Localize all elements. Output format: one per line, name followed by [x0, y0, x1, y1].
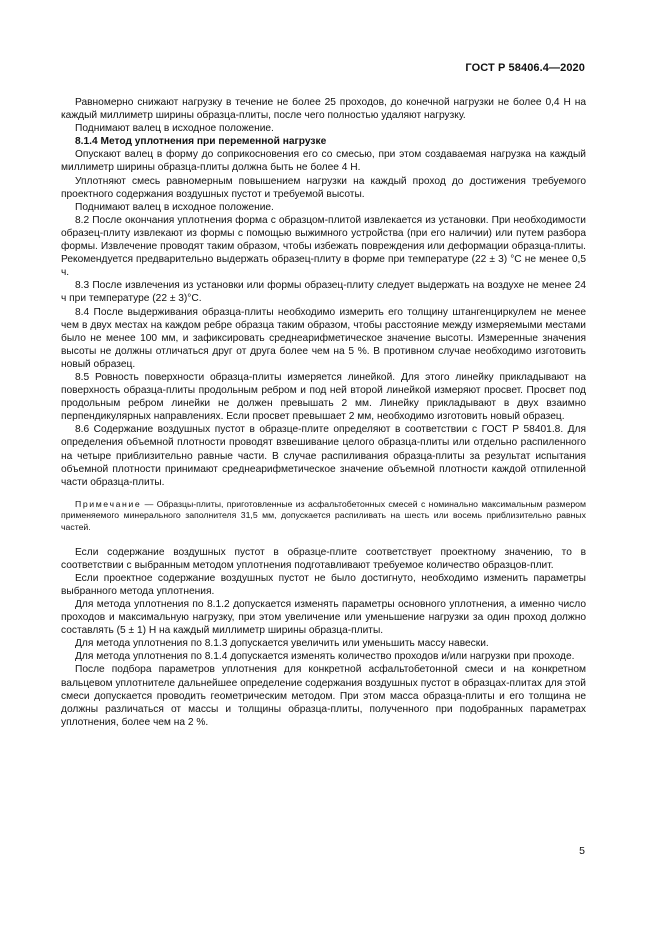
document-body: [61, 96, 586, 729]
paragraph-8-4: 8.4 После выдерживания образца-плиты необходимо измерить его толщину штангенциркулем не менее чем в двух местах на каждом ребре образца таким образом, чтобы расстояние между измеряемыми местами было не менее 100 мм, и зафиксировать среднеарифметическое значение высоты. Измеренные значения высоты не должны отличаться друг от друга более чем на 5 %. В противном случае необходимо изготовить новый образец.: [61, 306, 586, 370]
paragraph-8-5: 8.5 Ровность поверхности образца-плиты измеряется линейкой. Для этого линейку прикладывают на поверхность образца-плиты продольным ребром и под ней второй линейкой измеряют просвет. Просвет под продольным ребром линейки не должен превышать 2 мм. Линейку прикладывают в двух взаимно перпендикулярных направлениях. Если просвет превышает 2 мм, необходимо изготовить новый образец.: [61, 371, 586, 423]
note: [61, 499, 586, 534]
paragraph: Для метода уплотнения по 8.1.3 допускается увеличить или уменьшить массу навески.: [75, 638, 489, 650]
paragraph: Для метода уплотнения по 8.1.2 допускается изменять параметры основного уплотнения, а именно число проходов и максимальную нагрузку, при этом увеличение или уменьшение нагрузки за один проход должно составлять (5 ± 1) Н на каждый миллиметр ширины образца-плиты.: [61, 598, 586, 637]
note-text: — Образцы-плиты, приготовленные из асфальтобетонных смесей с номинально максимальным размером применяемого минерального заполнителя 31,5 мм, допускается распиливать на шесть или восемь приблизительно равных частей.: [61, 498, 586, 532]
paragraph: Уплотняют смесь равномерным повышением нагрузки на каждый проход до достижения требуемого проектного содержания воздушных пустот и требуемой высоты.: [61, 175, 586, 200]
paragraph: Поднимают валец в исходное положение.: [75, 123, 274, 135]
note-label: Примечание: [75, 498, 142, 509]
paragraph: Для метода уплотнения по 8.1.4 допускается изменять количество проходов и/или нагрузки при проходе.: [75, 651, 575, 663]
paragraph-8-2: 8.2 После окончания уплотнения форма с образцом-плитой извлекается из установки. При необходимости образец-плиту извлекают из формы с помощью выжимного устройства (при его наличии) или путем разбора формы. Извлечение проводят таким образом, чтобы избежать повреждения или деформации образца-плиты. Рекомендуется предварительно выдержать образец-плиту в форме при температуре (22 ± 3) °С не менее 0,5 ч.: [61, 214, 586, 279]
paragraph: После подбора параметров уплотнения для конкретной асфальтобетонной смеси и на конкретном вальцевом уплотнителе дальнейшее определение содержания воздушных пустот в образцах-плитах для этой смеси допускается проводить геометрическим методом. При этом масса образца-плиты и его толщина не должны различаться от массы и толщины образца-плиты, полученного при подобранных параметрах уплотнения, более чем на 2 %.: [61, 664, 586, 728]
document-header-standard: ГОСТ Р 58406.4—2020: [465, 62, 585, 74]
paragraph: Если содержание воздушных пустот в образце-плите соответствует проектному значению, то в соответствии с выбранным методом уплотнения подготавливают требуемое количество образцов-плит.: [61, 546, 586, 571]
paragraph: Равномерно снижают нагрузку в течение не более 25 проходов, до конечной нагрузки не более 0,4 Н на каждый миллиметр ширины образца-плиты, после чего полностью удаляют нагрузку.: [61, 97, 586, 122]
page-number: 5: [579, 845, 585, 857]
paragraph: Поднимают валец в исходное положение.: [75, 201, 274, 213]
paragraph-8-3: 8.3 После извлечения из установки или формы образец-плиту следует выдержать на воздухе не менее 24 ч при температуре (22 ± 3)°С.: [61, 280, 586, 305]
paragraph-8-6: 8.6 Содержание воздушных пустот в образце-плите определяют в соответствии с ГОСТ Р 58401.8. Для определения объемной плотности проводят взвешивание целого образца-плиты или отдельно распиленного на четыре приблизительно равные части. В случае распиливания образца-плиты за результат испытания объемной плотности принимают среднеарифметическое значение объемной плотности каждой отпиленной части образца-плиты.: [61, 424, 586, 488]
section-heading-8-1-4: 8.1.4 Метод уплотнения при переменной нагрузке: [75, 136, 327, 148]
paragraph: Если проектное содержание воздушных пустот не было достигнуто, необходимо изменить параметры выбранного метода уплотнения.: [61, 572, 586, 597]
paragraph: Опускают валец в форму до соприкосновения его со смесью, при этом создаваемая нагрузка на каждый миллиметр ширины образца-плиты должна быть не более 4 Н.: [61, 149, 586, 174]
